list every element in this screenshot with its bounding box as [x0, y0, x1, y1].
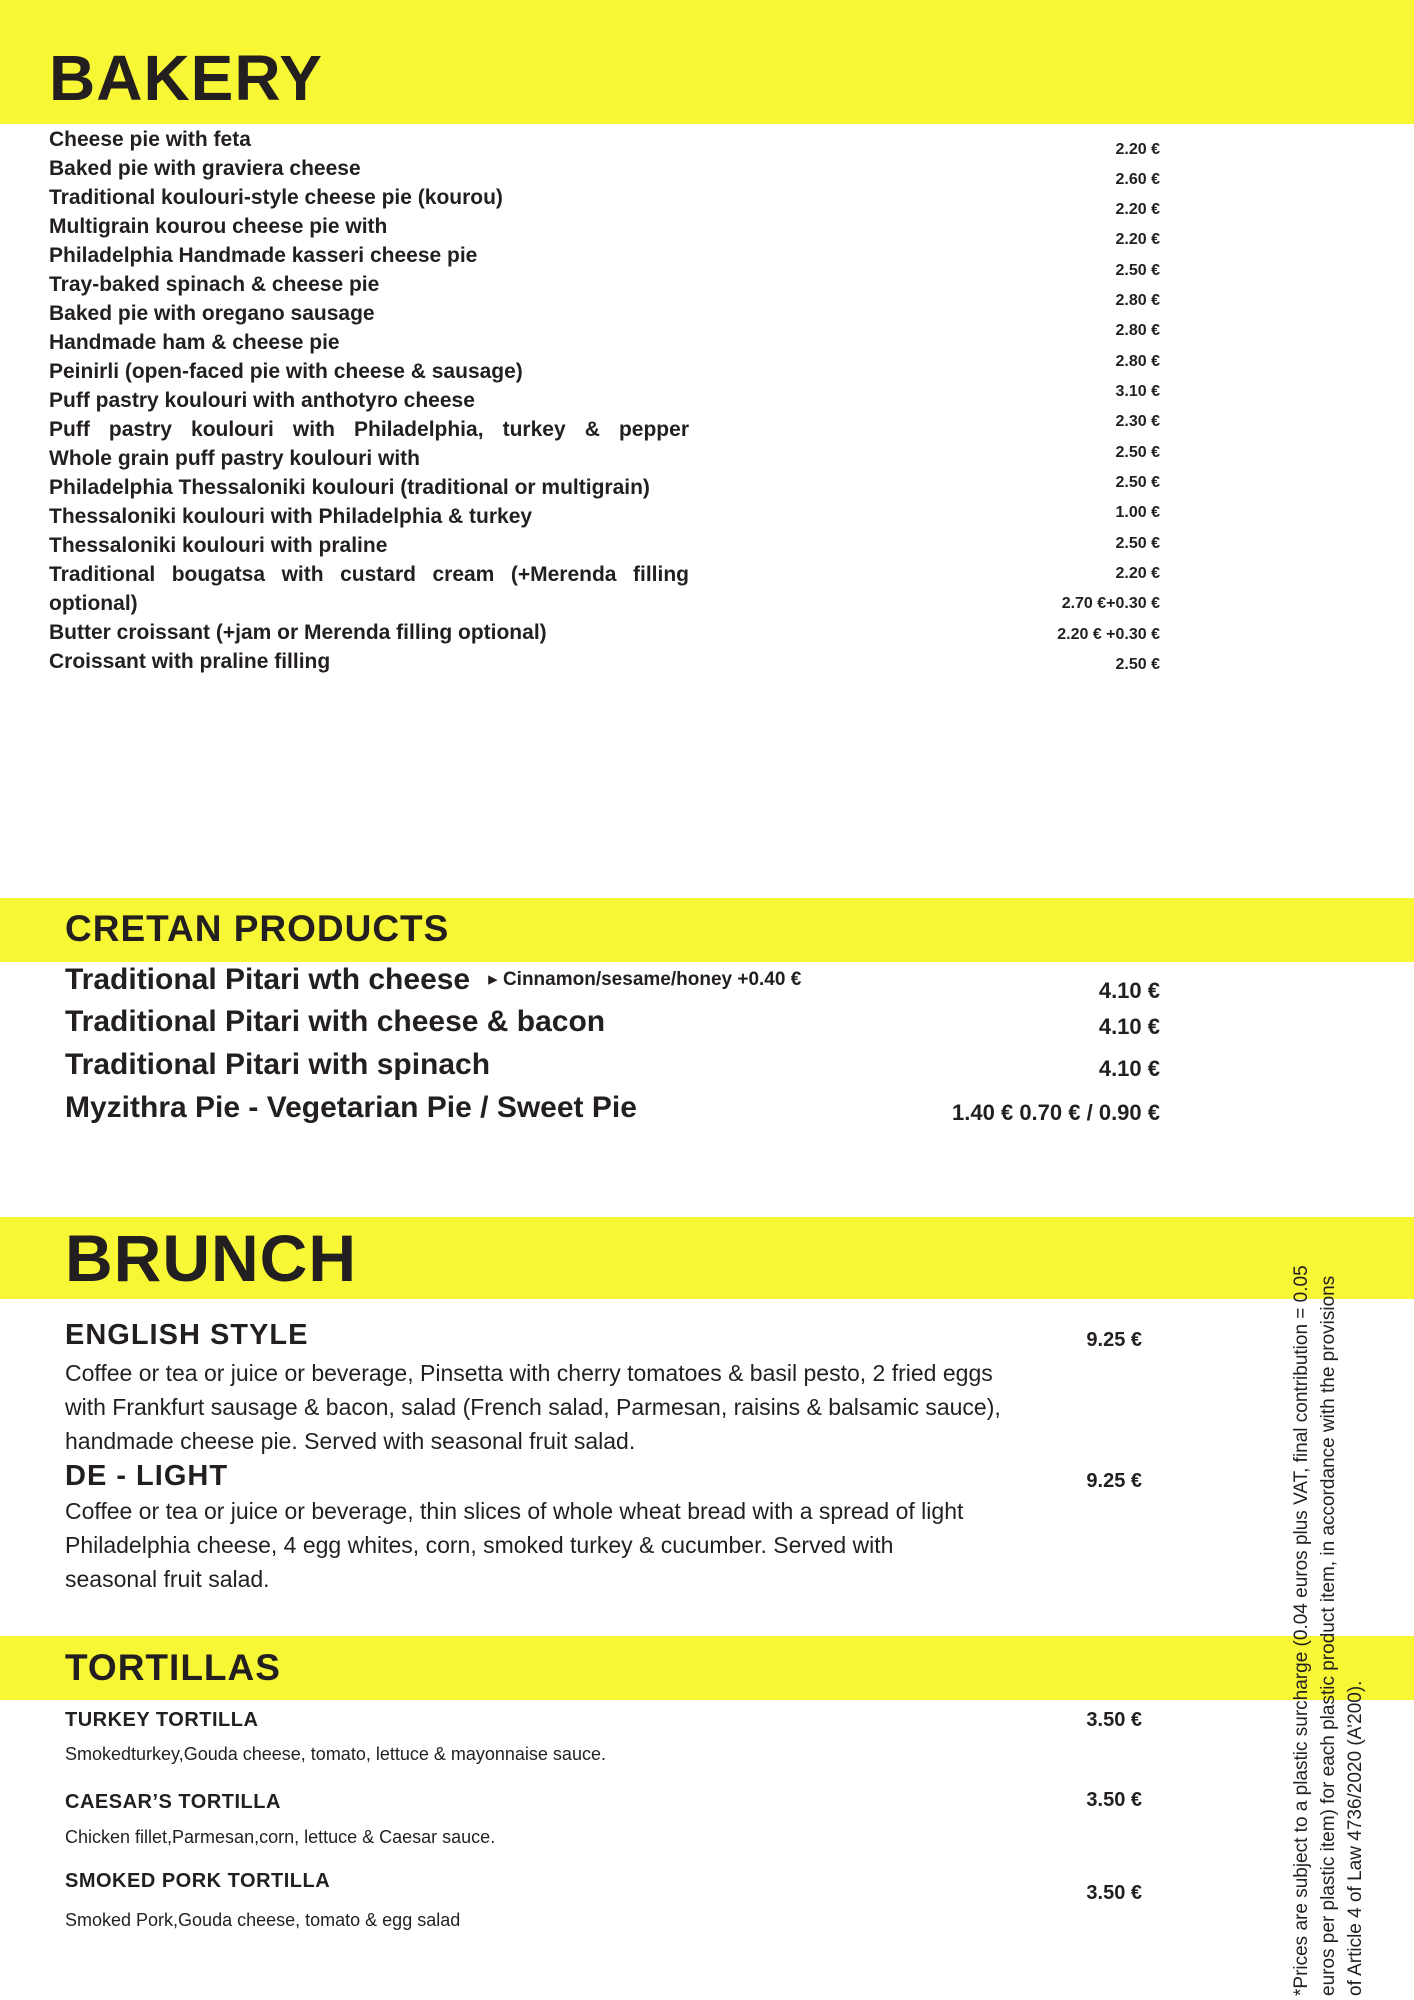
list-item: Myzithra Pie - Vegetarian Pie / Sweet Pie [65, 1091, 637, 1124]
list-item: Traditional koulouri-style cheese pie (kourou) [49, 186, 503, 209]
price: 2.50 € [1115, 535, 1160, 552]
price: 2.30 € [1115, 413, 1160, 430]
price: 2.20 € [1115, 231, 1160, 248]
price: 9.25 € [1086, 1329, 1142, 1351]
price: 3.50 € [1086, 1789, 1142, 1811]
price: 2.50 € [1115, 656, 1160, 673]
list-item: Handmade ham & cheese pie [49, 331, 340, 354]
plastic-surcharge-footnote: *Prices are subject to a plastic surcharge (0.04 euros plus VAT, final contribution = 0.05 euros per plastic item) for each plastic product item, in accordance with the provisions of Article 4 of Law 4736/2020 (A’200). [1291, 1265, 1366, 1996]
price: 3.50 € [1086, 1882, 1142, 1904]
price: 2.20 € [1115, 565, 1160, 582]
note-text: Cinnamon/sesame/honey +0.40 € [502, 969, 802, 990]
price: 2.80 € [1115, 353, 1160, 370]
item-name: TURKEY TORTILLA [65, 1709, 259, 1731]
item-description: Smokedturkey,Gouda cheese, tomato, lettuce & mayonnaise sauce. [65, 1744, 606, 1764]
list-item: Cheese pie with feta [49, 128, 251, 151]
list-item: Whole grain puff pastry koulouri with [49, 447, 420, 470]
price: 1.40 € 0.70 € / 0.90 € [952, 1100, 1160, 1125]
price: 2.70 €+0.30 € [1061, 595, 1160, 612]
item-name: SMOKED PORK TORTILLA [65, 1870, 331, 1892]
price: 4.10 € [1098, 1056, 1160, 1081]
list-item: Traditional Pitari with spinach [65, 1048, 491, 1081]
price: 2.50 € [1115, 474, 1160, 491]
list-item: Philadelphia Thessaloniki koulouri (traditional or multigrain) [49, 476, 650, 499]
list-item: Peinirli (open-faced pie with cheese & sausage) [49, 360, 523, 383]
list-item: Butter croissant (+jam or Merenda filling optional) [49, 621, 547, 644]
price: 2.20 € [1115, 141, 1160, 158]
arrow-right-icon: ▸ [488, 969, 498, 990]
brunch-title: BRUNCH [65, 1221, 357, 1295]
list-item: Baked pie with oregano sausage [49, 302, 375, 325]
item-name: DE - LIGHT [65, 1460, 229, 1492]
price: 1.00 € [1115, 504, 1160, 521]
price: 2.50 € [1115, 444, 1160, 461]
price: 2.50 € [1115, 262, 1160, 279]
list-item: optional) [49, 592, 138, 615]
price: 2.20 € [1115, 201, 1160, 218]
list-item [65, 962, 801, 998]
price: 4.10 € [1098, 1014, 1160, 1039]
price: 2.60 € [1115, 171, 1160, 188]
list-item: Tray-baked spinach & cheese pie [49, 273, 380, 296]
list-item: Puff pastry koulouri with anthotyro cheese [49, 389, 475, 412]
list-item: Baked pie with graviera cheese [49, 157, 361, 180]
list-item: Traditional Pitari with cheese & bacon [65, 1005, 606, 1038]
price: 3.10 € [1115, 383, 1160, 400]
list-item: Puff pastry koulouri with Philadelphia, turkey & pepper [49, 418, 689, 441]
price: 9.25 € [1086, 1470, 1142, 1492]
list-item: Thessaloniki koulouri with praline [49, 534, 388, 557]
tortillas-title: TORTILLAS [65, 1647, 281, 1688]
price: 2.80 € [1115, 322, 1160, 339]
item-description: Smoked Pork,Gouda cheese, tomato & egg salad [65, 1910, 461, 1930]
list-item: Croissant with praline filling [49, 650, 331, 673]
item-description: Chicken fillet,Parmesan,corn, lettuce & Caesar sauce. [65, 1827, 496, 1847]
price: 2.20 € +0.30 € [1057, 626, 1160, 643]
cretan-note [488, 969, 801, 990]
list-item: Thessaloniki koulouri with Philadelphia & turkey [49, 505, 533, 528]
cretan-title: CRETAN PRODUCTS [65, 908, 450, 949]
list-item: Multigrain kourou cheese pie with [49, 215, 388, 238]
item-name: Traditional Pitari wth cheese [65, 963, 471, 996]
price: 3.50 € [1086, 1709, 1142, 1731]
item-name: ENGLISH STYLE [65, 1319, 309, 1351]
list-item: Traditional bougatsa with custard cream (+Merenda filling [49, 563, 689, 586]
item-description: Coffee or tea or juice or beverage, thin slices of whole wheat bread with a spread of light Philadelphia cheese, 4 egg whites, corn, smoked turkey & cucumber. Served with seasonal fruit salad. [65, 1498, 964, 1592]
price: 2.80 € [1115, 292, 1160, 309]
item-name: CAESAR’S TORTILLA [65, 1791, 281, 1813]
price: 4.10 € [1098, 978, 1160, 1003]
item-description: Coffee or tea or juice or beverage, Pinsetta with cherry tomatoes & basil pesto, 2 fried eggs with Frankfurt sausage & bacon, salad (French salad, Parmesan, raisins & balsamic sauce), handmade cheese pie. Served with seasonal fruit salad. [65, 1360, 1001, 1454]
bakery-title: BAKERY [49, 42, 323, 114]
list-item: Philadelphia Handmade kasseri cheese pie [49, 244, 478, 267]
